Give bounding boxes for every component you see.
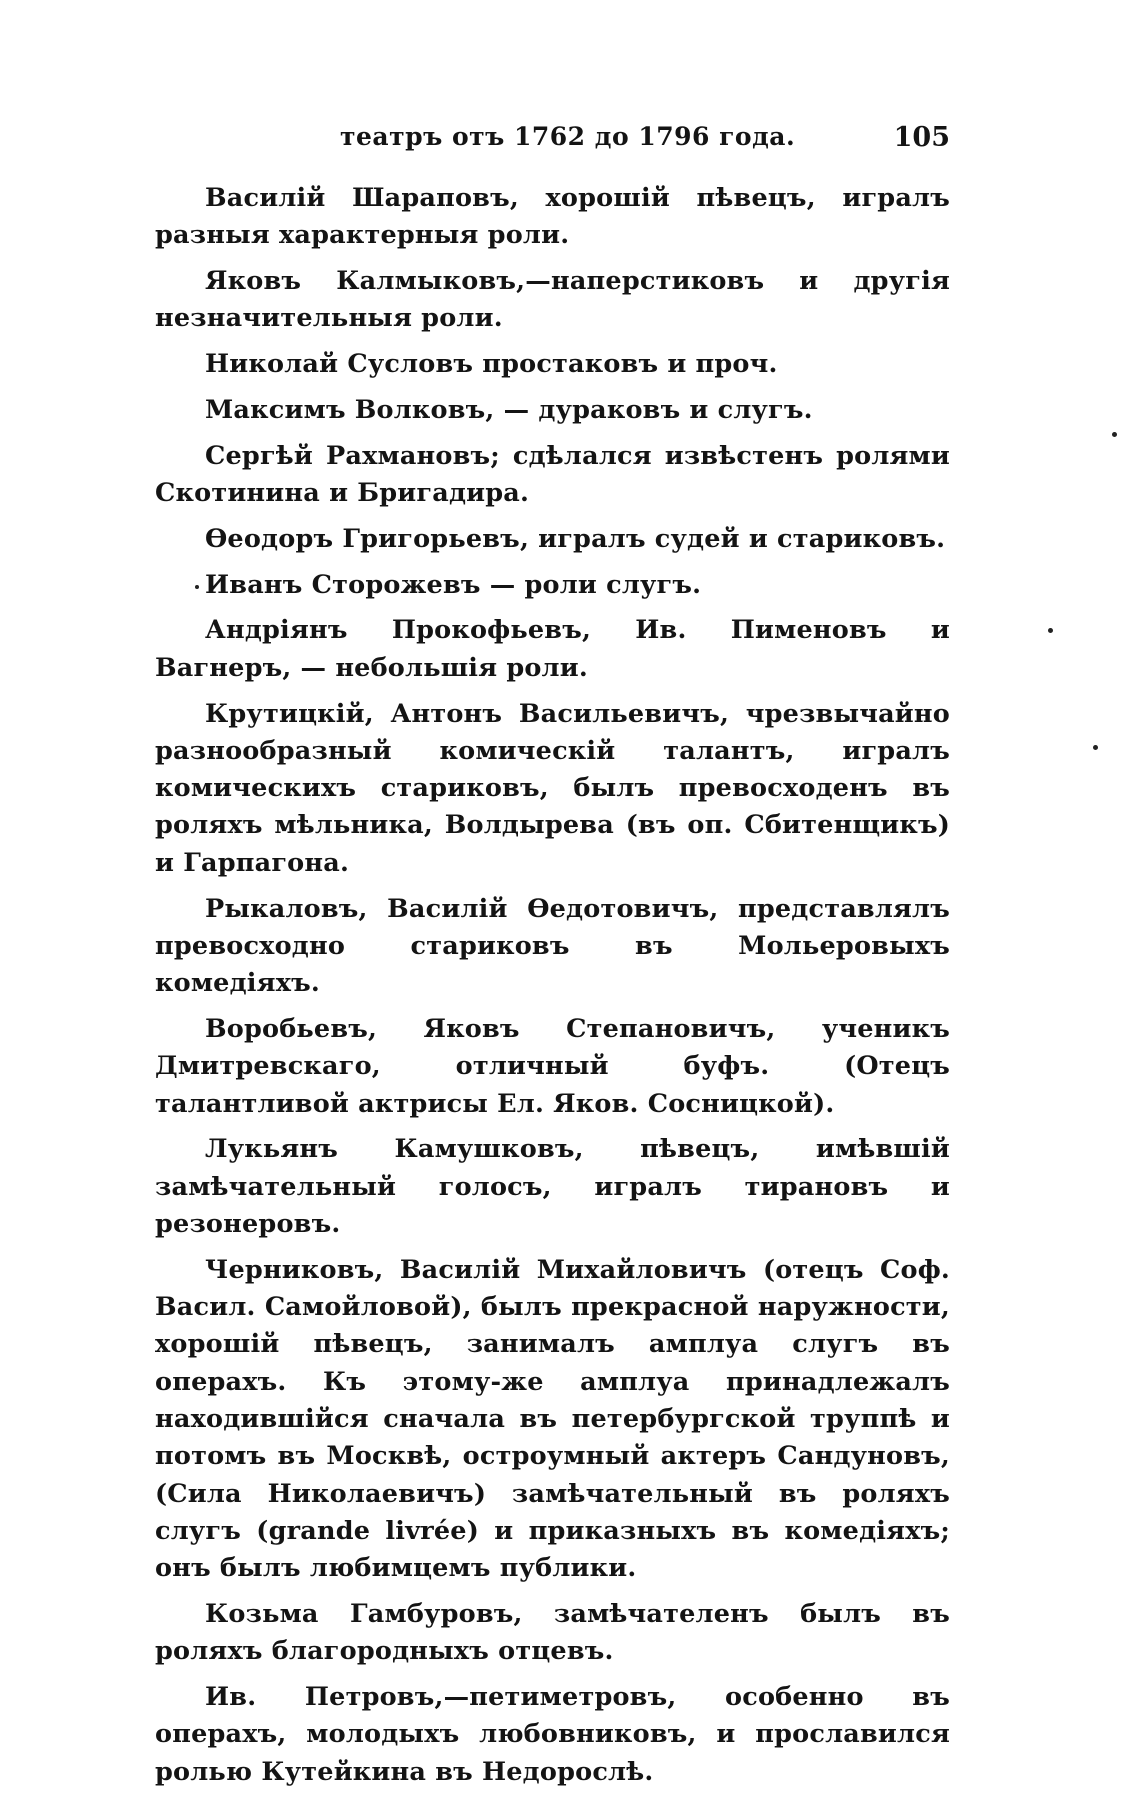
scan-speck (1112, 432, 1117, 437)
paragraph-rykalov: Рыкаловъ, Василій Ѳедотовичъ, представлялъ превосходно стариковъ въ Мольеровыхъ комедіяхъ. (155, 893, 950, 999)
paragraph-gamburov: Козьма Гамбуровъ, замѣчателенъ былъ въ роляхъ благородныхъ отцевъ. (155, 1598, 950, 1667)
scan-speck (1048, 628, 1053, 633)
scan-speck (195, 585, 199, 589)
paragraph-prokofiev: Андріянъ Прокофьевъ, Ив. Пименовъ и Вагнеръ, — небольшія роли. (155, 615, 950, 683)
paragraph-vorobiev: Воробьевъ, Яковъ Степановичъ, ученикъ Дмитревскаго, отличный буфъ. (Отецъ талантливой актрисы Ел. Яков. Сосницкой). (155, 1013, 950, 1119)
paragraph-sharapov: Василій Шараповъ, хорошій пѣвецъ, игралъ разныя характерныя роли. (155, 183, 950, 251)
page-header (340, 122, 950, 158)
running-title: театръ отъ 1762 до 1796 года. (340, 122, 796, 151)
scan-speck (1093, 745, 1098, 750)
paragraph-volkov: Максимъ Волковъ, — дураковъ и слугъ. (205, 394, 813, 425)
page-number: 105 (893, 122, 950, 153)
paragraph-suslov: Николай Сусловъ простаковъ и проч. (205, 349, 778, 380)
body-text (155, 180, 950, 1799)
paragraph-rakhmanov: Сергѣй Рахмановъ; сдѣлался извѣстенъ ролями Скотинина и Бригадира. (155, 440, 950, 509)
paragraph-kalmykov: Яковъ Калмыковъ,—наперстиковъ и другія незначительныя роли. (155, 266, 950, 334)
paragraph-grigoriev: Ѳеодоръ Григорьевъ, игралъ судей и стариковъ. (205, 523, 946, 554)
paragraph-krutitsky: Крутицкій, Антонъ Васильевичъ, чрезвычайно разнообразный комическій талантъ, игралъ комическихъ стариковъ, былъ превосходенъ въ роляхъ мѣльника, Волдырева (въ оп. Сбитенщикъ) и Гарпагона. (155, 698, 950, 878)
paragraph-storozhev: Иванъ Сторожевъ — роли слугъ. (205, 569, 702, 600)
paragraph-chernikov: Черниковъ, Василій Михайловичъ (отецъ Соф. Васил. Самойловой), былъ прекрасной наружности, хорошій пѣвецъ, занималъ амплуа слугъ въ операхъ. Къ этому-же амплуа принадлежалъ находившійся сначала въ петербургской труппѣ и потомъ въ Москвѣ, остроумный актеръ Сандуновъ, (Сила Николаевичъ) замѣчательный въ роляхъ слугъ (grande livrée) и приказныхъ въ комедіяхъ; онъ былъ любимцемъ публики. (155, 1254, 950, 1584)
paragraph-petrov: Ив. Петровъ,—петиметровъ, особенно въ операхъ, молодыхъ любовниковъ, и прославился ролью Кутейкина въ Недорослѣ. (155, 1681, 950, 1787)
paragraph-kamushkov: Лукьянъ Камушковъ, пѣвецъ, имѣвшій замѣчательный голосъ, игралъ тирановъ и резонеровъ. (155, 1134, 950, 1239)
